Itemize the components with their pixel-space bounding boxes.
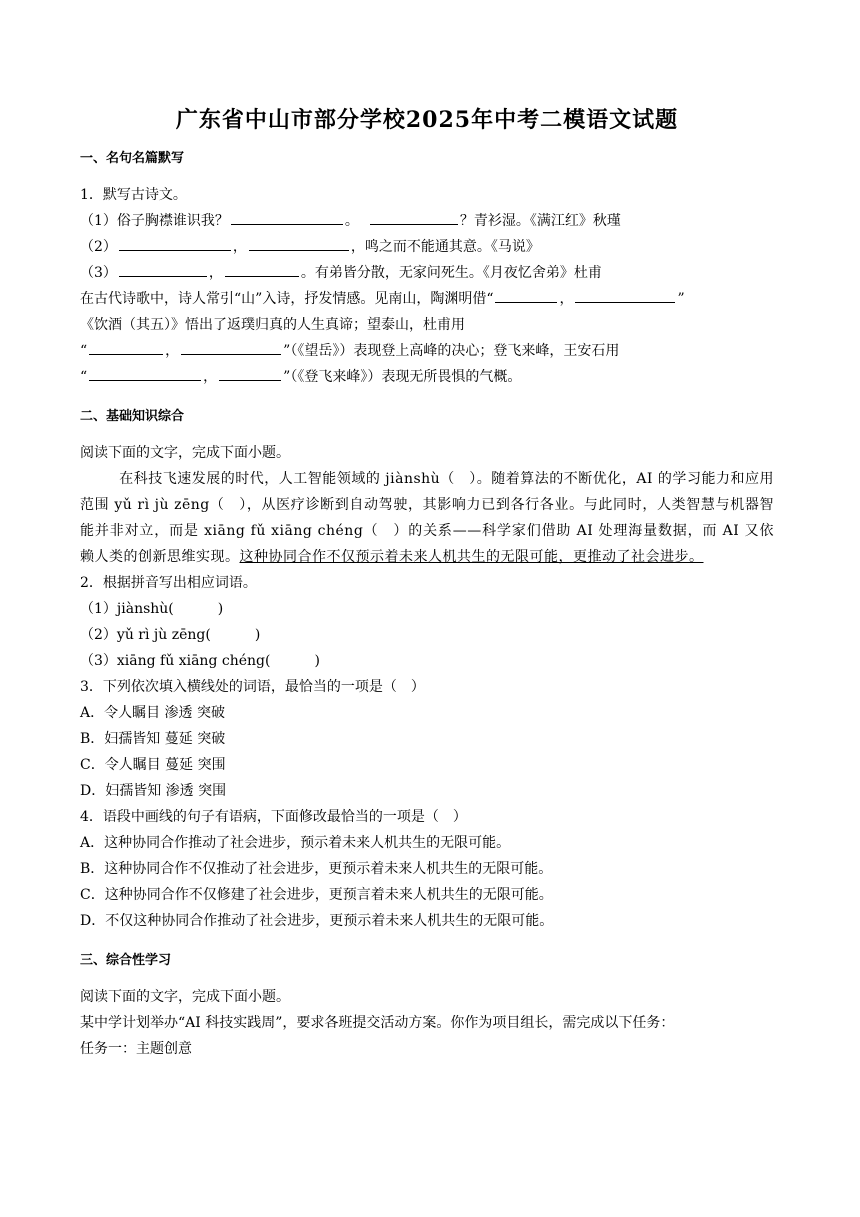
answer-blank[interactable]	[249, 235, 349, 251]
question-3-option-d[interactable]: D．妇孺皆知 渗透 突围	[80, 783, 227, 799]
answer-blank[interactable]	[89, 365, 201, 381]
question-1-line-7	[80, 364, 774, 390]
question-1-line-3	[80, 260, 774, 286]
question-1-line-6	[80, 338, 774, 364]
question-4-stem: 4．语段中画线的句子有语病，下面修改最恰当的一项是（ ）	[80, 809, 467, 825]
question-4-option-d[interactable]: D．不仅这种协同合作推动了社会进步，更预示着未来人机共生的无限可能。	[80, 913, 554, 929]
pinyin-prompt: （3）xiāng fǔ xiāng chéng(	[80, 653, 271, 669]
question-2-stem: 2．根据拼音写出相应词语。	[80, 575, 257, 591]
question-1-stem: 1．默写古诗文。	[80, 187, 187, 203]
answer-blank[interactable]	[495, 287, 557, 303]
question-2-item-2	[80, 622, 774, 648]
answer-blank[interactable]	[370, 209, 458, 225]
text-fragment: 。有弟皆分散，无家问死生。《月夜忆舍弟》杜甫	[300, 265, 602, 281]
question-1-line-4	[80, 286, 774, 312]
page-title: 广东省中山市部分学校2025年中考二模语文试题	[175, 107, 679, 133]
answer-blank[interactable]	[181, 339, 281, 355]
answer-blank[interactable]	[575, 287, 675, 303]
answer-blank[interactable]	[225, 261, 299, 277]
section-heading-3: 三、综合性学习	[80, 953, 172, 968]
reading-instruction: 阅读下面的文字，完成下面小题。	[80, 989, 290, 1005]
reading-instruction: 阅读下面的文字，完成下面小题。	[80, 445, 290, 461]
text-fragment: ，鸣之而不能通其意。《马说》	[350, 239, 540, 255]
activity-description: 某中学计划举办“AI 科技实践周”，要求各班提交活动方案。你作为项目组长，需完成以下任务：	[80, 1015, 675, 1031]
question-3-stem: 3．下列依次填入横线处的词语，最恰当的一项是（ ）	[80, 679, 425, 695]
reading-passage	[80, 466, 774, 570]
question-2-item-3	[80, 648, 774, 674]
question-1-line-1	[80, 208, 774, 234]
answer-blank[interactable]	[219, 365, 281, 381]
text-fragment: ，	[203, 369, 218, 385]
answer-blank[interactable]	[119, 235, 231, 251]
answer-blank[interactable]	[231, 209, 343, 225]
question-1-line-5: 《饮酒（其五）》悟出了返璞归真的人生真谛；望泰山，杜甫用	[80, 317, 465, 333]
text-fragment: ”（《望岳》）表现登上高峰的决心；登飞来峰，王安石用	[283, 343, 620, 359]
question-4-option-b[interactable]: B．这种协同合作不仅推动了社会进步，更预示着未来人机共生的无限可能。	[80, 861, 553, 877]
text-fragment: ，	[232, 239, 247, 255]
close-paren: )	[217, 601, 224, 617]
text-fragment: ，	[559, 291, 574, 307]
section-heading-2: 二、基础知识综合	[80, 409, 185, 424]
answer-blank[interactable]	[119, 261, 207, 277]
text-fragment: ，	[208, 265, 223, 281]
question-3-option-b[interactable]: B．妇孺皆知 蔓延 突破	[80, 731, 226, 747]
question-3-option-a[interactable]: A．令人瞩目 渗透 突破	[80, 705, 226, 721]
text-fragment: “	[80, 343, 88, 359]
answer-blank[interactable]	[89, 339, 163, 355]
close-paren: )	[254, 627, 261, 643]
text-fragment: （2）	[80, 239, 117, 255]
question-4-option-a[interactable]: A．这种协同合作推动了社会进步，预示着未来人机共生的无限可能。	[80, 835, 511, 851]
question-3-option-c[interactable]: C．令人瞩目 蔓延 突围	[80, 757, 226, 773]
question-1-line-2	[80, 234, 774, 260]
text-fragment: ”	[677, 291, 685, 307]
close-paren: )	[314, 653, 320, 669]
question-2-item-1	[80, 596, 774, 622]
text-fragment: （3）	[80, 265, 117, 281]
text-fragment: （1）俗子胸襟谁识我？	[80, 213, 229, 229]
text-fragment: ”（《登飞来峰》）表现无所畏惧的气概。	[283, 369, 522, 385]
section-heading-1: 一、名句名篇默写	[80, 151, 185, 166]
text-fragment: ？青衫湿。《满江红》秋瑾	[459, 213, 621, 229]
pinyin-prompt: （2）yǔ rì jù zēng(	[80, 627, 211, 643]
text-fragment: “	[80, 369, 88, 385]
text-fragment: 。	[344, 213, 359, 229]
text-fragment: 在古代诗歌中，诗人常引“山”入诗，抒发情感。见南山，陶渊明借“	[80, 291, 494, 307]
passage-text: 在科技飞速发展的时代，人工智能领域的 jiànshù（ ）。随着算法的不断优化，AI 的学习能力和应用范围 yǔ rì jù zēng（ ），从医疗诊断到自动驾驶，其影响力已到各行各业。与此同时，人类智慧与机器智能并非对立，而是 xiāng fǔ xiāng chéng（ ）的关系——科学家们借助 AI 处理海量数据，而 AI 又依赖人类的创新思维实现。	[80, 471, 774, 565]
pinyin-prompt: （1）jiànshù(	[80, 601, 174, 617]
underlined-sentence: 这种协同合作不仅预示着未来人机共生的无限可能，更推动了社会进步。	[239, 549, 704, 565]
question-4-option-c[interactable]: C．这种协同合作不仅修建了社会进步，更预言着未来人机共生的无限可能。	[80, 887, 553, 903]
task-one-label: 任务一：主题创意	[80, 1041, 192, 1057]
text-fragment: ，	[165, 343, 180, 359]
